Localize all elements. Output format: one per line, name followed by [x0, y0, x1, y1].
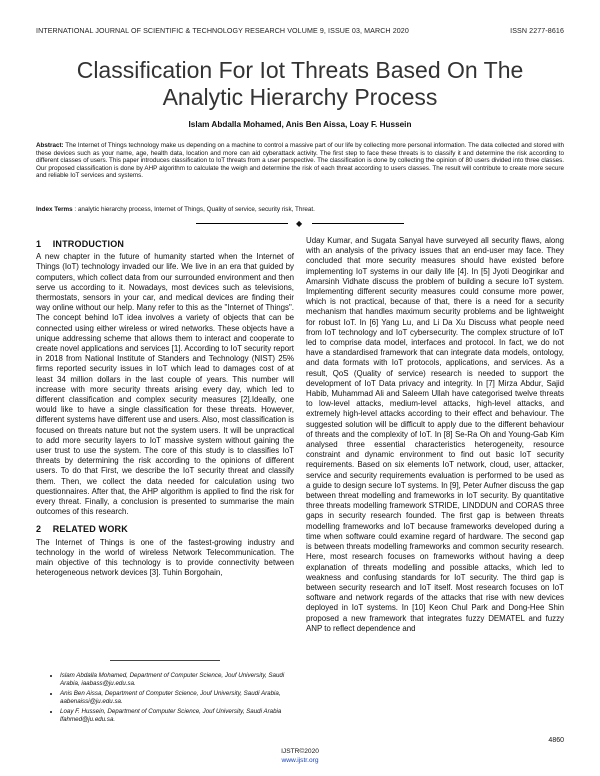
index-terms [36, 206, 564, 214]
paper-title [40, 57, 560, 111]
right-column-text: Uday Kumar, and Sugata Sanyal have surveyed all security flaws, along with an analysis of the privacy issues that an end-user may face. They concluded that more security measures should have existed before implementing IoT systems in our daily life [4]. In [5] Jyoti Deogirikar and Amarsinh Vidhate discuss the problem of building a secure IoT system. Implementing different security measures could consume more power, which is not practical, because of that, there is a need for a security mechanism that handles maximum security problems and be lightweight for robust IoT. In [6] Yang Lu, and Li Da Xu Discuss what people need from IoT technology and IoT cybersecurity. The complex structure of IoT led to comprise data model, interfaces and protocol. In fact, we do not have a standardised framework that can integrate data models, ontology, and data formats with IoT protocols, applications, and services. As a result, QoS (Quality of service) research is needed to support the development of IoT Data privacy and integrity. In [7] Mirza Abdur, Sajid Habib, Muhammad Ali and Saleem Ullah have categorised twelve threats to low-level attacks, medium-level attacks, high-level attacks, and extremely high-level attacks according to their effect and behaviour. The suggested solution will be difficult to apply due to the different behaviour of threats and the complexity of IoT. In [8] Se-Ra Oh and Young-Gab Kim analysed three essential characteristics heterogeneity, resource constraint and dynamic environment to find out basic IoT security requirements. Based on six elements IoT network, cloud, user, attacker, service and security requirements evaluation is performed to be used as a guide to design secure IoT systems. In [9], Peter Aufner discuss the gap between threat modelling and frameworks in IoT security. By quantitative three threats modelling framework STRIDE, LINDDUN and CORAS three gaps in security research founded. The first gap is between threats modelling frameworks and IoT because frameworks developed during a time when software could examine regard of hardware. The second gap is between threats modelling frameworks and common security research. Here, most research focuses on frameworks without having a deep explanation of threats modelling and possible attacks, which led to weakness and confusing standards for IoT security. The third gap is between security research and IoT itself. Most research focuses on IoT software and network regards of the attacks that rise with new devices deployed in IoT systems. In [10] Keon Chul Park and Dong-Hee Shin proposed a new framework that integrates fuzzy DEMATEL and fuzzy ANP to reflect dependence and [306, 236, 564, 633]
title-line-2: Analytic Hierarchy Process [162, 84, 438, 110]
diamond-icon: ◆ [296, 219, 303, 228]
index-terms-text: : analytic hierarchy process, Internet of Things, Quality of service, security risk, Threat. [74, 206, 315, 213]
abstract-text: The Internet of Things technology make us depending on a machine to control a massive part of our life by collecting more personal information. The data collected and stored with these devices such as your name, age, health data, location and more can aid cyberattack activity. The first step to face these threats is to classify it and determine the risk according to different classes of users. This paper introduces classification to IoT threats from a user perspective. The classification is done by collecting the opinion of 80 users divided into three classes. Our proposed classification is done by AHP algorithm to calculate the weigh and determine the risk of each threat according to users classes. The result will contribute to create more secure and reliable IoT services and systems. [36, 142, 564, 180]
section-number: 1 [36, 239, 42, 249]
title-line-1: Classification For Iot Threats Based On The [76, 57, 524, 83]
abstract [36, 142, 564, 180]
section-title: INTRODUCTION [52, 239, 125, 249]
journal-header: INTERNATIONAL JOURNAL OF SCIENTIFIC & TECHNOLOGY RESEARCH VOLUME 9, ISSUE 03, MARCH 2020 [36, 27, 409, 35]
index-terms-label: Index Terms [36, 206, 73, 213]
section-heading-introduction [36, 239, 294, 249]
footnote-item: • Islam Abdalla Mohamed, Department of Computer Science, Jouf University, Saudi Arabia, iaabass@ju.edu.sa. [60, 672, 286, 688]
related-work-text: The Internet of Things is one of the fastest-growing industry and technology in the world of wireless Network Telecommunication. The main objective of this technology is to provide connectivity between heterogeneous network devices [3]. Tuhin Borgohain, [36, 537, 294, 578]
introduction-text: A new chapter in the future of humanity started when the Internet of Things (IoT) technology invaded our life. We live in an era that guided by computers, which collect data from our surrounded environment and then serve us according to it. Nowadays, most devices such as televisions, thermostats, sensors in your car, and medical devices are finding their way online without our help. Many refer to this as the "Internet of Things". The concept behind IoT idea involves a variety of objects that can be connected using either wireless or wired networks. These objects have a unique addressing scheme that allows them to interact and cooperate to create novel applications and services [1]. According to IoT security report in 2018 from National Institute of Standers and Technology (NIST) 25% firms reported security issues in IoT which lead to damages cost of at least 34 million dollars in the last couple of years. This number will increase with more security threats arising every day, which led to different classification and complex security measures [2].Ideally, one would like to have a single classification for these threats. However, different systems have different use and users. Also, most classification is focused on threats nature but not the system users. It will be unpractical to add more security layers to IoT massive system without gaining the user trust to use the system. The core of this study is to classifies IoT threats by determining the risk according to the opinions of different users. To do that First, we describe the IoT security threat and classify them. Then, we collect the data needed for calculation using two questionnaires. After that, the AHP algorithm is applied to find the risk for every threat. Finally, a conclusion is presented to summarise the main outcomes of this research. [36, 252, 294, 517]
divider-line-right [312, 223, 404, 224]
journal-url-link[interactable]: www.ijstr.org [281, 757, 319, 764]
left-column [36, 236, 294, 579]
copyright-code: IJSTR©2020 [281, 748, 319, 755]
page-number: 4860 [548, 737, 564, 744]
issn-header: ISSN 2277-8616 [510, 27, 564, 35]
right-column [306, 236, 564, 634]
running-header [36, 27, 564, 39]
section-number: 2 [36, 524, 42, 535]
divider-line-left [196, 223, 288, 224]
section-heading-related-work [36, 524, 294, 534]
footnote-item: • Anis Ben Aissa, Department of Computer Science, Jouf University, Saudi Arabia, aabenaissi@ju.edu.sa. [60, 690, 286, 706]
section-title: RELATED WORK [52, 524, 128, 535]
section-divider [196, 219, 404, 229]
footnote-item: • Loay F. Hussein, Department of Computer Science, Jouf University, Saudi Arabia lfahmed@ju.edu.sa. [60, 708, 286, 724]
abstract-label: Abstract: [36, 142, 64, 149]
footnote-rule [110, 660, 220, 661]
author-affiliations [48, 672, 286, 726]
author-list: Islam Abdalla Mohamed, Anis Ben Aissa, Loay F. Hussein [188, 120, 412, 129]
page-footer [0, 747, 600, 765]
